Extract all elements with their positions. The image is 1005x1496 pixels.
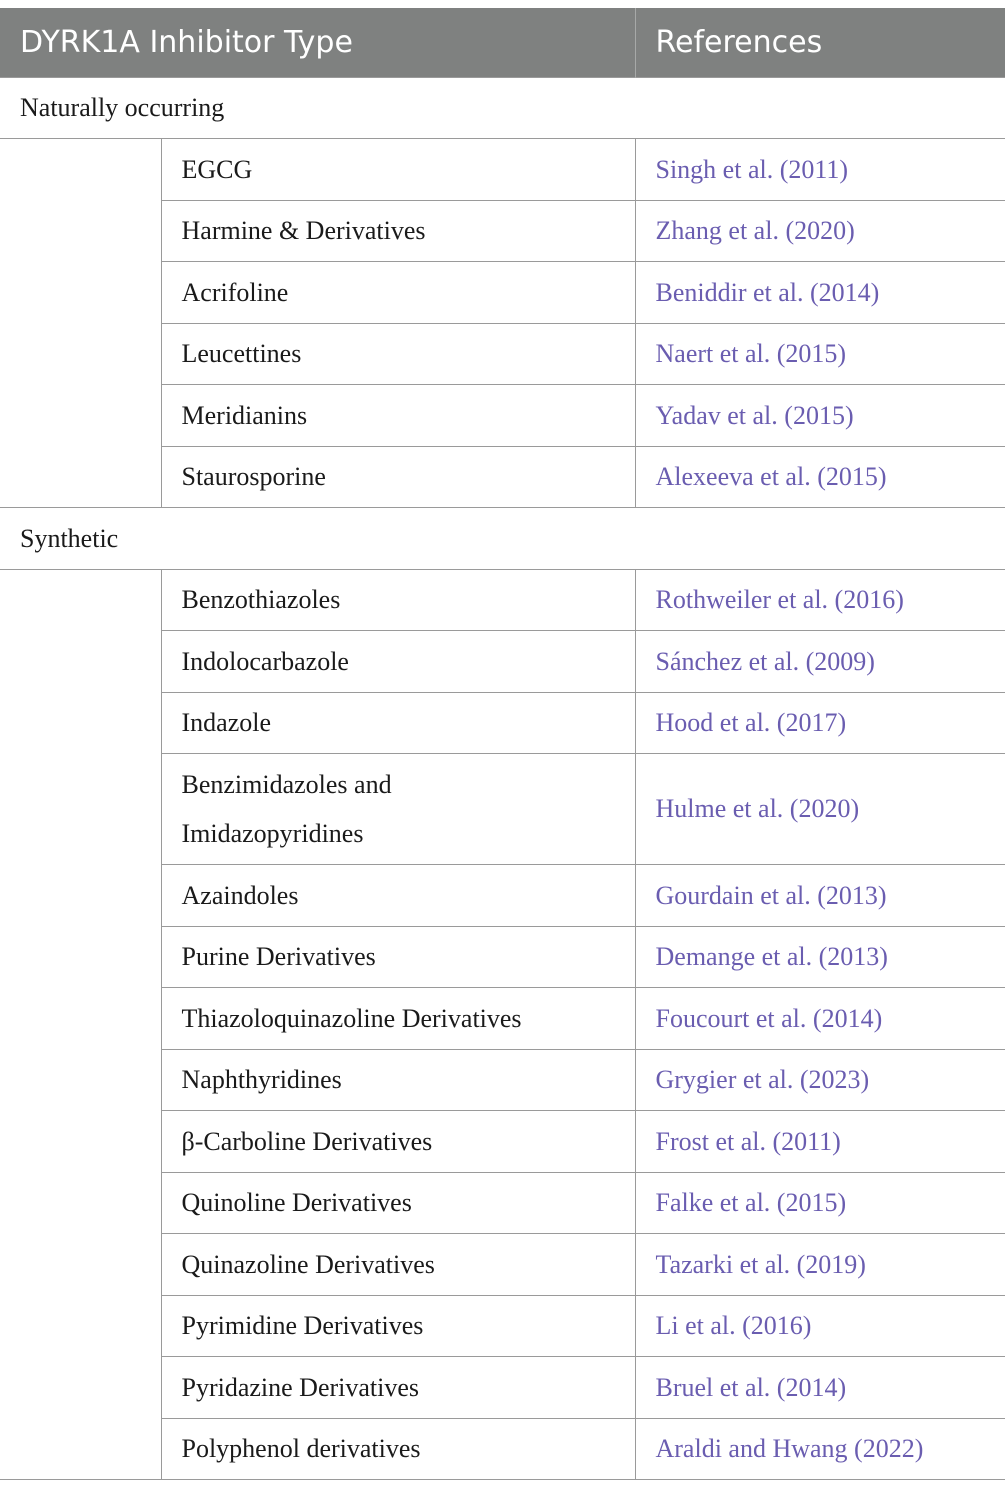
section-row [0,508,1005,570]
header-inhibitor-type: DYRK1A Inhibitor Type [0,8,635,77]
inhibitor-name: Benzimidazoles and Imidazopyridines [161,754,635,865]
inhibitor-name: Naphthyridines [161,1049,635,1111]
reference-link[interactable]: Demange et al. (2013) [635,926,1005,988]
reference-link[interactable]: Rothweiler et al. (2016) [635,569,1005,631]
reference-link[interactable]: Foucourt et al. (2014) [635,988,1005,1050]
reference-link[interactable]: Gourdain et al. (2013) [635,865,1005,927]
inhibitor-name: Indazole [161,692,635,754]
inhibitor-name: Pyrimidine Derivatives [161,1295,635,1357]
inhibitor-name: Leucettines [161,323,635,385]
section-title: Naturally occurring [0,77,1005,139]
inhibitor-name: Staurosporine [161,446,635,508]
inhibitor-name: EGCG [161,139,635,201]
indent-cell [0,569,161,1480]
section-title: Synthetic [0,508,1005,570]
inhibitor-name: Thiazoloquinazoline Derivatives [161,988,635,1050]
inhibitor-name: Indolocarbazole [161,631,635,693]
reference-link[interactable]: Yadav et al. (2015) [635,385,1005,447]
inhibitor-name: Acrifoline [161,262,635,324]
reference-link[interactable]: Zhang et al. (2020) [635,200,1005,262]
reference-link[interactable]: Li et al. (2016) [635,1295,1005,1357]
reference-link[interactable]: Grygier et al. (2023) [635,1049,1005,1111]
table-row [0,139,1005,201]
reference-link[interactable]: Hood et al. (2017) [635,692,1005,754]
inhibitor-name: β-Carboline Derivatives [161,1111,635,1173]
table-header-row [0,8,1005,77]
reference-link[interactable]: Frost et al. (2011) [635,1111,1005,1173]
inhibitor-table [0,8,1005,1480]
inhibitor-name: Pyridazine Derivatives [161,1357,635,1419]
reference-link[interactable]: Naert et al. (2015) [635,323,1005,385]
reference-link[interactable]: Sánchez et al. (2009) [635,631,1005,693]
reference-link[interactable]: Tazarki et al. (2019) [635,1234,1005,1296]
inhibitor-name: Polyphenol derivatives [161,1418,635,1480]
reference-link[interactable]: Falke et al. (2015) [635,1172,1005,1234]
reference-link[interactable]: Singh et al. (2011) [635,139,1005,201]
inhibitor-name: Benzothiazoles [161,569,635,631]
reference-link[interactable]: Araldi and Hwang (2022) [635,1418,1005,1480]
inhibitor-name: Meridianins [161,385,635,447]
inhibitor-name: Harmine & Derivatives [161,200,635,262]
reference-link[interactable]: Alexeeva et al. (2015) [635,446,1005,508]
inhibitor-name: Purine Derivatives [161,926,635,988]
table-row [0,569,1005,631]
inhibitor-name: Quinoline Derivatives [161,1172,635,1234]
header-references: References [635,8,1005,77]
inhibitor-name: Azaindoles [161,865,635,927]
section-row [0,77,1005,139]
reference-link[interactable]: Hulme et al. (2020) [635,754,1005,865]
inhibitor-name: Quinazoline Derivatives [161,1234,635,1296]
reference-link[interactable]: Beniddir et al. (2014) [635,262,1005,324]
reference-link[interactable]: Bruel et al. (2014) [635,1357,1005,1419]
indent-cell [0,139,161,508]
